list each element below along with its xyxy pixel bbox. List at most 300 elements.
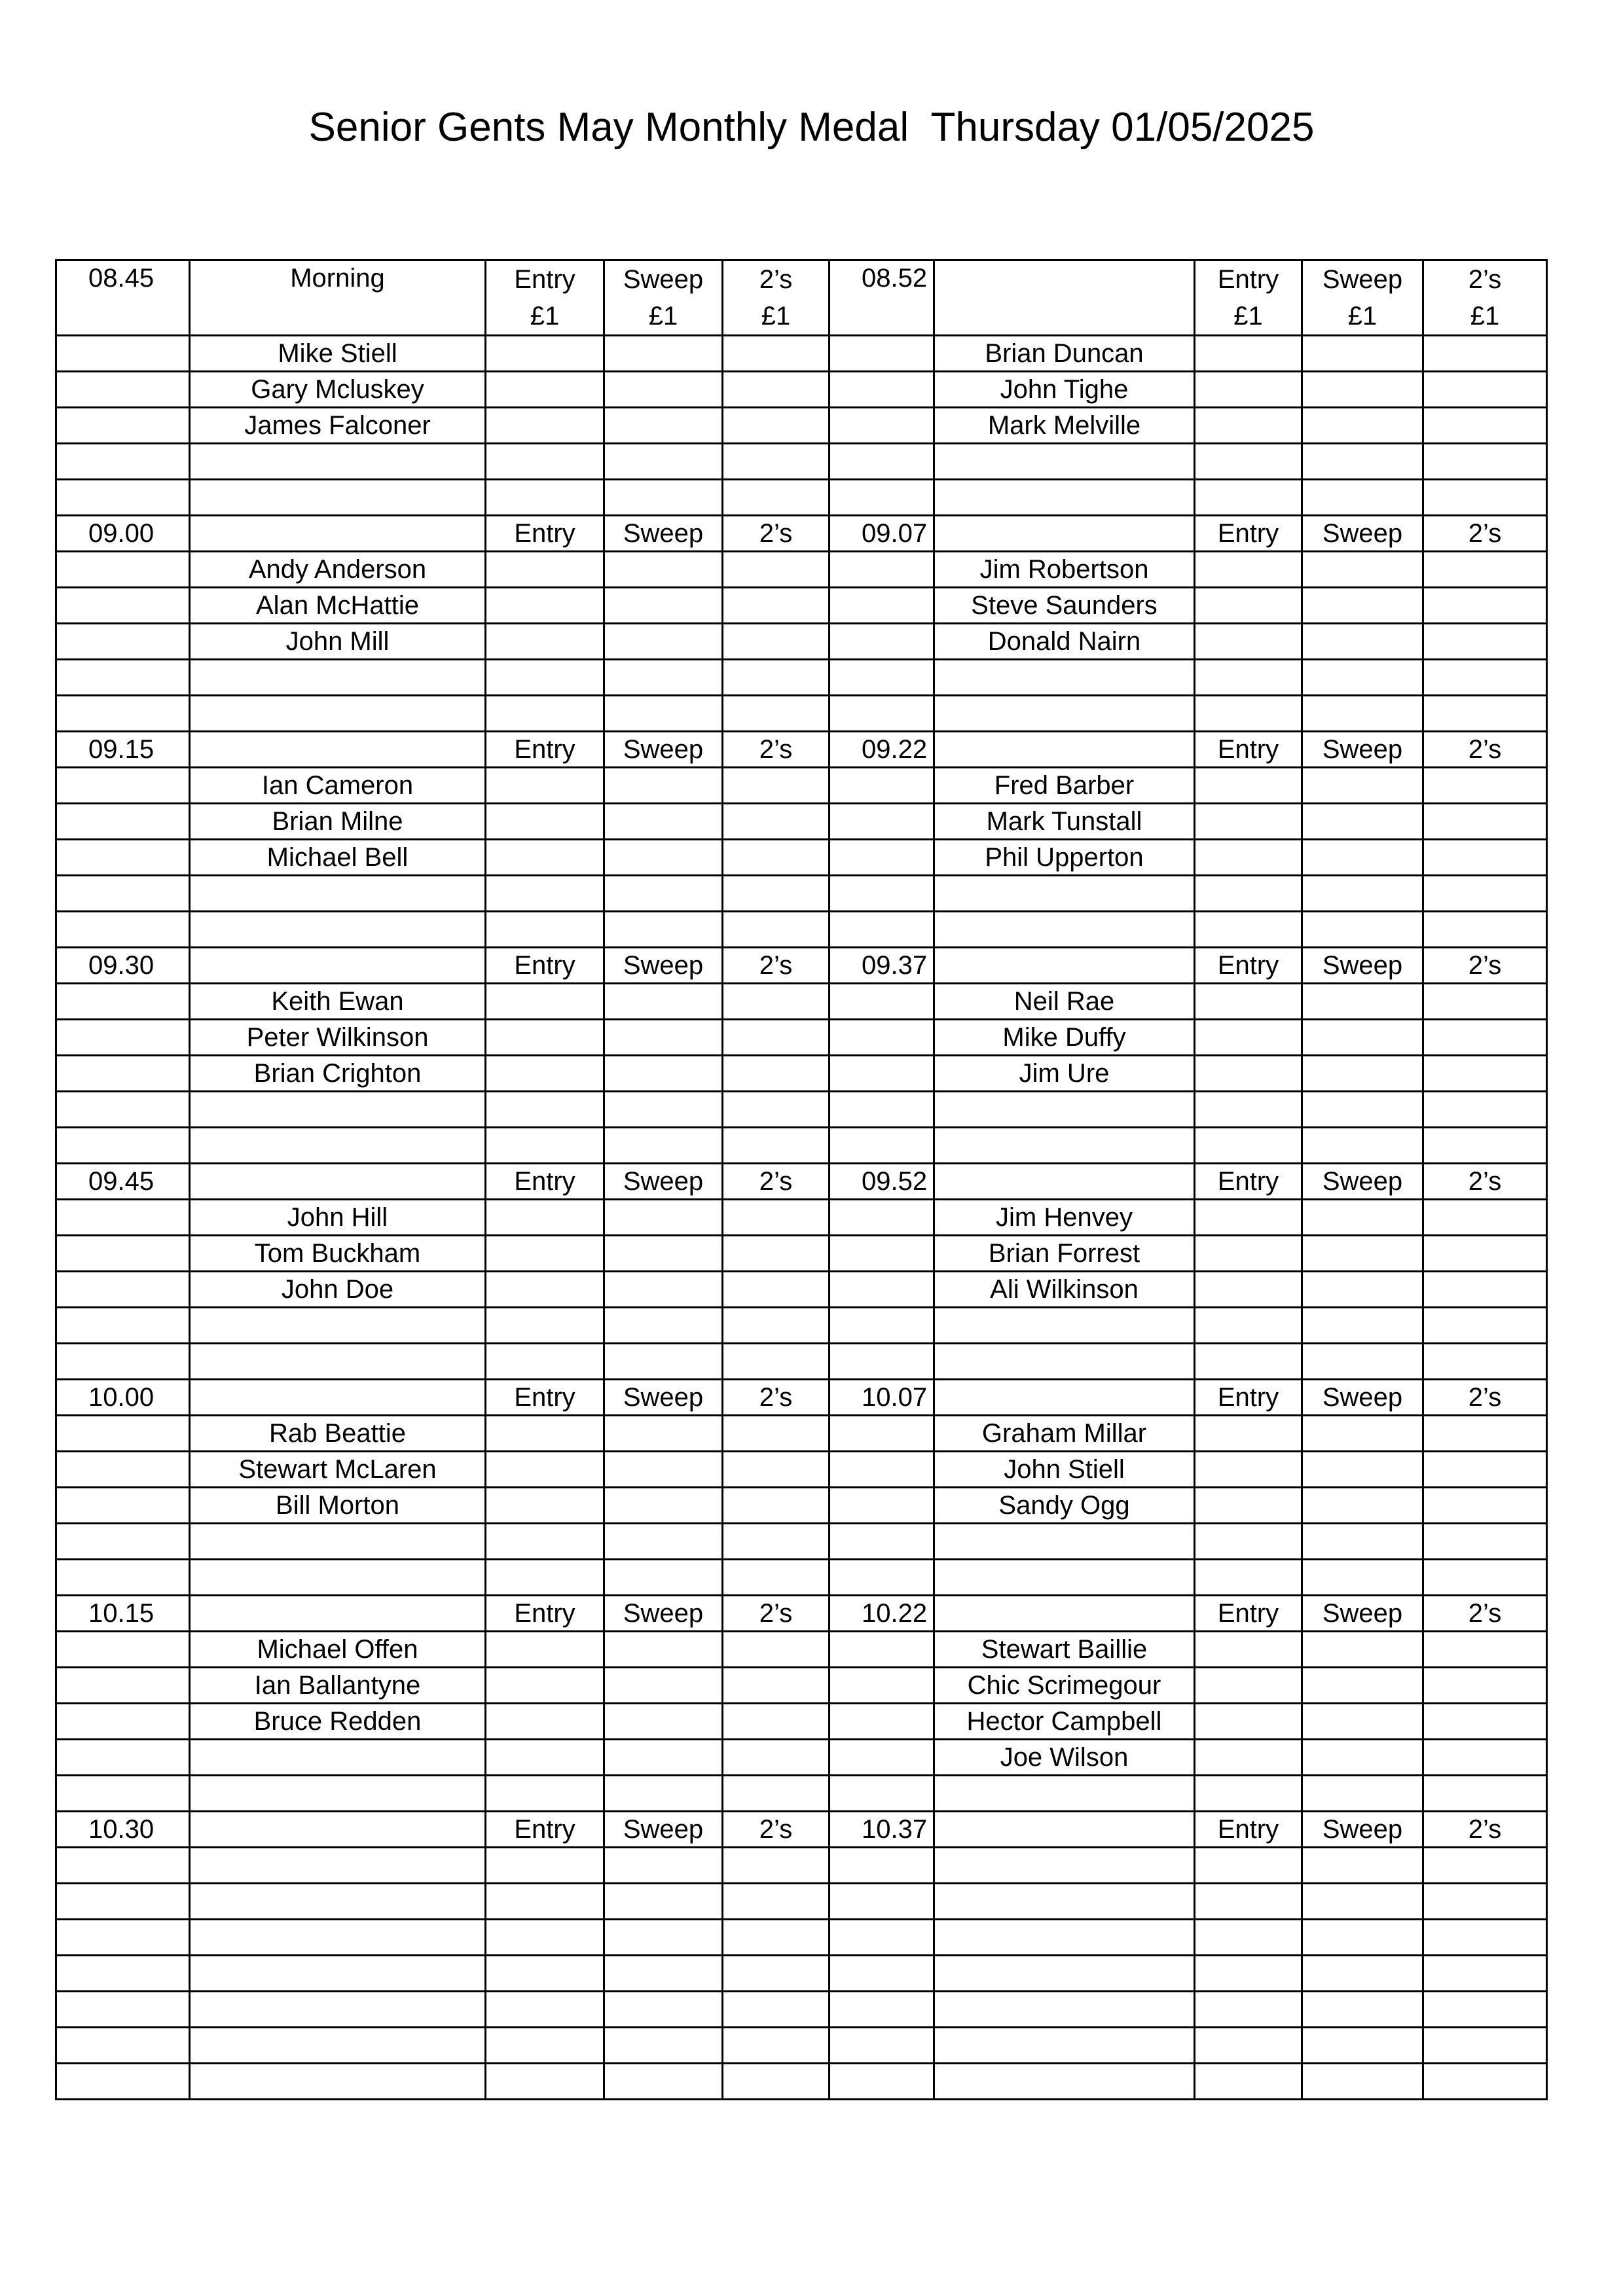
player-row [56,1020,1547,1056]
time-cell-right [830,624,934,660]
sweep-cell-right [1302,984,1423,1020]
entry-cell-left [486,480,604,516]
sweep-cell-right [1302,588,1423,624]
sweep-cell-left [604,876,723,912]
blank-header-right [934,1164,1195,1200]
sweep-cell-right [1302,1056,1423,1092]
player-row [56,1056,1547,1092]
sweep-cell-left [604,1128,723,1164]
sweep-cell-right [1302,1560,1423,1596]
twos-cell-right [1423,1992,1547,2028]
blank-header-left [190,732,486,768]
time-cell-left [56,1668,190,1704]
tee-time-sheet [55,259,1548,2100]
entry-cell-left [486,804,604,840]
time-cell-right [830,696,934,732]
player-row [56,1272,1547,1308]
sweep-cell-right [1302,1344,1423,1380]
player-name-left: Bill Morton [190,1488,486,1524]
sweep-cell-right [1302,1992,1423,2028]
entry-cell-left [486,1056,604,1092]
player-row [56,480,1547,516]
sweep-cell-right [1302,1308,1423,1344]
entry-cell-left [486,1236,604,1272]
twos-cell-right [1423,660,1547,696]
twos-cell-left [723,1344,830,1380]
time-cell-left [56,1560,190,1596]
time-cell-left [56,1632,190,1668]
twos-cell-right [1423,480,1547,516]
entry-header-left: Entry [486,1596,604,1632]
player-row [56,2064,1547,2100]
entry-cell-right [1195,1848,1302,1884]
player-name-left [190,696,486,732]
entry-cell-right [1195,1992,1302,2028]
blank-header-left [190,948,486,984]
player-name-right [934,1920,1195,1956]
twos-cell-left [723,444,830,480]
tee-time-right: 10.37 [830,1812,934,1848]
player-name-right: Hector Campbell [934,1704,1195,1740]
entry-cell-right [1195,1020,1302,1056]
time-cell-left [56,1344,190,1380]
sweep-cell-left [604,1776,723,1812]
sweep-header-right: Sweep [1302,1164,1423,1200]
player-row [56,1632,1547,1668]
twos-cell-left [723,480,830,516]
player-name-left: Rab Beattie [190,1416,486,1452]
twos-cell-right [1423,1956,1547,1992]
time-cell-right [830,1020,934,1056]
time-cell-right [830,552,934,588]
tee-time-right: 09.07 [830,516,934,552]
player-row [56,1668,1547,1704]
entry-cell-left [486,1200,604,1236]
player-name-right: John Stiell [934,1452,1195,1488]
sweep-cell-left [604,1704,723,1740]
time-cell-right [830,1056,934,1092]
entry-cell-right [1195,1668,1302,1704]
twos-cell-right [1423,1776,1547,1812]
player-row [56,1236,1547,1272]
player-name-right: Brian Duncan [934,336,1195,372]
twos-cell-left [723,1848,830,1884]
entry-cell-left [486,912,604,948]
time-cell-left [56,1884,190,1920]
sweep-cell-right [1302,1092,1423,1128]
sweep-cell-left [604,1560,723,1596]
player-name-left [190,660,486,696]
player-row [56,804,1547,840]
sweep-cell-right [1302,408,1423,444]
sweep-header-left-fee: £1 [648,302,678,331]
time-cell-right [830,1848,934,1884]
player-row [56,1884,1547,1920]
sweep-cell-left [604,372,723,408]
twos-cell-left [723,1668,830,1704]
player-name-left [190,2028,486,2064]
entry-header-left [486,260,604,336]
sweep-header-right: Sweep [1302,948,1423,984]
time-cell-right [830,1416,934,1452]
player-name-right [934,1884,1195,1920]
sweep-cell-right [1302,1452,1423,1488]
player-name-left: John Hill [190,1200,486,1236]
sweep-cell-left [604,840,723,876]
entry-cell-left [486,444,604,480]
tee-time-right: 09.22 [830,732,934,768]
twos-cell-left [723,984,830,1020]
sweep-cell-right [1302,1776,1423,1812]
sweep-cell-right [1302,1020,1423,1056]
time-cell-left [56,1056,190,1092]
entry-cell-left [486,840,604,876]
time-cell-left [56,912,190,948]
time-cell-left [56,696,190,732]
time-cell-right [830,1776,934,1812]
sweep-header-left: Sweep [604,1164,723,1200]
twos-cell-left [723,588,830,624]
entry-cell-right [1195,1056,1302,1092]
time-cell-left [56,1128,190,1164]
sweep-cell-right [1302,768,1423,804]
player-name-left [190,1560,486,1596]
player-name-right: Neil Rae [934,984,1195,1020]
twos-cell-left [723,1632,830,1668]
entry-cell-left [486,1416,604,1452]
time-cell-right [830,1632,934,1668]
player-name-left [190,912,486,948]
sweep-cell-left [604,660,723,696]
player-row [56,840,1547,876]
sweep-cell-right [1302,1668,1423,1704]
entry-cell-left [486,1848,604,1884]
entry-cell-left [486,1668,604,1704]
time-cell-right [830,1128,934,1164]
twos-header-right: 2’s [1423,1164,1547,1200]
player-row [56,1416,1547,1452]
sweep-cell-right [1302,2064,1423,2100]
time-cell-left [56,1020,190,1056]
player-name-left [190,1092,486,1128]
twos-cell-left [723,372,830,408]
tee-time-left: 08.45 [56,260,190,336]
sweep-header-right: Sweep [1302,732,1423,768]
player-name-right [934,1992,1195,2028]
tee-time-left: 09.15 [56,732,190,768]
time-cell-right [830,660,934,696]
player-name-right: Sandy Ogg [934,1488,1195,1524]
time-cell-right [830,1884,934,1920]
entry-cell-left [486,2064,604,2100]
time-cell-right [830,444,934,480]
player-row [56,372,1547,408]
sweep-header-left: Sweep [604,1380,723,1416]
tee-time-right: 10.22 [830,1596,934,1632]
twos-header-right: 2’s [1423,732,1547,768]
twos-cell-right [1423,1452,1547,1488]
player-name-right [934,696,1195,732]
sweep-cell-right [1302,444,1423,480]
entry-header-left: Entry [486,732,604,768]
twos-cell-left [723,1884,830,1920]
sweep-header-right: Sweep [1302,1596,1423,1632]
time-cell-left [56,876,190,912]
player-name-right: John Tighe [934,372,1195,408]
twos-header-right: 2’s [1423,1812,1547,1848]
twos-cell-left [723,912,830,948]
player-name-right [934,2028,1195,2064]
entry-cell-left [486,876,604,912]
twos-cell-right [1423,1704,1547,1740]
sweep-cell-left [604,804,723,840]
twos-cell-right [1423,624,1547,660]
entry-cell-right [1195,1236,1302,1272]
entry-cell-right [1195,1524,1302,1560]
twos-cell-right [1423,1092,1547,1128]
time-cell-right [830,372,934,408]
entry-header-right: Entry [1195,1812,1302,1848]
sweep-cell-right [1302,1632,1423,1668]
player-name-left [190,1524,486,1560]
player-name-left: Andy Anderson [190,552,486,588]
twos-header-left: 2’s [723,732,830,768]
player-name-right [934,1128,1195,1164]
time-cell-left [56,2064,190,2100]
twos-cell-left [723,1992,830,2028]
sweep-cell-left [604,1524,723,1560]
sweep-cell-right [1302,624,1423,660]
tee-time-left: 10.15 [56,1596,190,1632]
twos-cell-right [1423,876,1547,912]
entry-cell-left [486,1308,604,1344]
sweep-cell-left [604,1488,723,1524]
player-name-right: Fred Barber [934,768,1195,804]
time-cell-left [56,984,190,1020]
entry-cell-left [486,660,604,696]
player-name-left [190,1740,486,1776]
sweep-cell-left [604,1992,723,2028]
player-name-left [190,480,486,516]
entry-cell-left [486,1560,604,1596]
entry-cell-right [1195,336,1302,372]
sweep-cell-right [1302,1956,1423,1992]
time-cell-right [830,1488,934,1524]
sweep-cell-right [1302,1848,1423,1884]
entry-cell-left [486,1092,604,1128]
time-cell-left [56,1956,190,1992]
time-cell-left [56,1272,190,1308]
player-name-left [190,444,486,480]
entry-cell-left [486,408,604,444]
sweep-cell-left [604,552,723,588]
sweep-cell-right [1302,1200,1423,1236]
twos-cell-left [723,660,830,696]
time-cell-right [830,1704,934,1740]
player-name-left: Bruce Redden [190,1704,486,1740]
entry-header-left: Entry [486,948,604,984]
twos-cell-left [723,1308,830,1344]
entry-cell-right [1195,1632,1302,1668]
entry-cell-left [486,336,604,372]
entry-cell-left [486,552,604,588]
sweep-cell-right [1302,1740,1423,1776]
twos-cell-right [1423,696,1547,732]
group-header-row [56,260,1547,336]
tee-time-left: 09.30 [56,948,190,984]
twos-header-left: 2’s [723,1380,830,1416]
time-cell-left [56,372,190,408]
sweep-cell-left [604,444,723,480]
sweep-header-left [604,260,723,336]
player-name-right [934,1524,1195,1560]
player-name-left: Gary Mcluskey [190,372,486,408]
sweep-cell-right [1302,1488,1423,1524]
twos-cell-right [1423,408,1547,444]
entry-header-right [1195,260,1302,336]
session-label: Morning [190,260,486,336]
entry-cell-right [1195,1308,1302,1344]
player-name-right: Chic Scrimegour [934,1668,1195,1704]
entry-cell-left [486,2028,604,2064]
twos-cell-left [723,696,830,732]
player-name-right: Jim Robertson [934,552,1195,588]
sweep-cell-right [1302,876,1423,912]
player-name-left: Tom Buckham [190,1236,486,1272]
tee-time-right: 10.07 [830,1380,934,1416]
player-name-right: Mark Melville [934,408,1195,444]
sweep-cell-left [604,624,723,660]
sweep-cell-right [1302,372,1423,408]
player-name-right: Joe Wilson [934,1740,1195,1776]
sweep-cell-right [1302,1920,1423,1956]
sweep-cell-right [1302,912,1423,948]
player-row [56,768,1547,804]
group-header-row [56,1164,1547,1200]
player-name-right [934,660,1195,696]
entry-cell-left [486,1452,604,1488]
sweep-header-right-fee: £1 [1347,302,1377,331]
twos-cell-right [1423,1236,1547,1272]
player-name-left: Ian Cameron [190,768,486,804]
sweep-cell-right [1302,2028,1423,2064]
player-name-right [934,2064,1195,2100]
player-name-right [934,1776,1195,1812]
group-header-row [56,1380,1547,1416]
tee-time-left: 10.30 [56,1812,190,1848]
entry-cell-right [1195,1776,1302,1812]
twos-cell-left [723,1056,830,1092]
twos-cell-right [1423,1128,1547,1164]
sweep-header-right: Sweep [1302,1380,1423,1416]
player-name-left: Ian Ballantyne [190,1668,486,1704]
player-row [56,1128,1547,1164]
player-name-right: Donald Nairn [934,624,1195,660]
time-cell-right [830,480,934,516]
twos-cell-right [1423,840,1547,876]
sweep-cell-left [604,1308,723,1344]
entry-cell-left [486,1128,604,1164]
sweep-cell-left [604,2028,723,2064]
entry-cell-right [1195,660,1302,696]
time-cell-left [56,2028,190,2064]
sweep-cell-right [1302,1128,1423,1164]
twos-cell-left [723,2028,830,2064]
sweep-cell-left [604,768,723,804]
entry-header-right: Entry [1195,516,1302,552]
twos-cell-left [723,804,830,840]
twos-cell-left [723,1200,830,1236]
sweep-cell-left [604,1668,723,1704]
entry-header-right: Entry [1195,1380,1302,1416]
entry-header-right: Entry [1195,1596,1302,1632]
player-name-right [934,912,1195,948]
entry-cell-left [486,696,604,732]
entry-header-right: Entry [1195,732,1302,768]
time-cell-right [830,1740,934,1776]
player-row [56,444,1547,480]
player-name-right: Phil Upperton [934,840,1195,876]
time-cell-right [830,1956,934,1992]
time-cell-left [56,1092,190,1128]
player-row [56,336,1547,372]
entry-cell-left [486,1776,604,1812]
twos-cell-left [723,1236,830,1272]
entry-cell-right [1195,1956,1302,1992]
sweep-header-right: Sweep [1302,1812,1423,1848]
group-header-row [56,732,1547,768]
time-cell-right [830,1200,934,1236]
entry-cell-right [1195,1488,1302,1524]
entry-cell-left [486,588,604,624]
twos-cell-right [1423,1344,1547,1380]
player-row [56,1488,1547,1524]
player-name-left [190,1776,486,1812]
sweep-cell-left [604,1056,723,1092]
player-name-right [934,1344,1195,1380]
player-name-left [190,1848,486,1884]
entry-cell-right [1195,624,1302,660]
entry-cell-left [486,1020,604,1056]
player-row [56,1344,1547,1380]
entry-cell-left [486,1704,604,1740]
twos-cell-left [723,1704,830,1740]
entry-cell-right [1195,1560,1302,1596]
twos-cell-right [1423,912,1547,948]
entry-cell-right [1195,768,1302,804]
player-name-left: Alan McHattie [190,588,486,624]
sweep-header-left: Sweep [604,732,723,768]
entry-cell-left [486,372,604,408]
player-name-left [190,1920,486,1956]
time-cell-right [830,2064,934,2100]
player-name-right [934,1092,1195,1128]
sweep-cell-left [604,588,723,624]
twos-header-left: 2’s [723,1596,830,1632]
player-row [56,1308,1547,1344]
twos-cell-left [723,1956,830,1992]
time-cell-left [56,1488,190,1524]
time-cell-left [56,1524,190,1560]
time-cell-left [56,480,190,516]
twos-cell-right [1423,1272,1547,1308]
twos-header-right: 2’s [1423,1380,1547,1416]
tee-time-right: 08.52 [830,260,934,336]
player-row [56,1704,1547,1740]
page-title: Senior Gents May Monthly Medal Thursday 01/05/2025 [308,105,1315,150]
player-name-right [934,444,1195,480]
time-cell-left [56,804,190,840]
